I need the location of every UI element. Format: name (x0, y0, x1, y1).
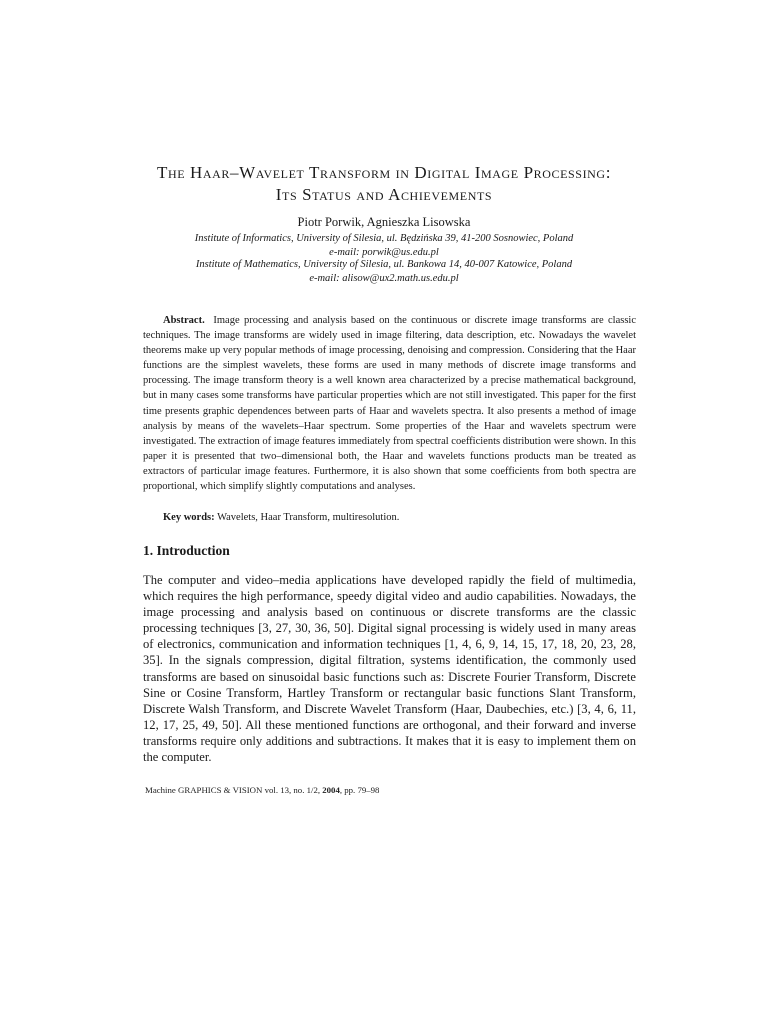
keywords-label: Key words: (163, 512, 215, 523)
affiliation-1-institute: Institute of Informatics, University of Silesia, ul. Będzińska 39, 41-200 Sosnowiec, Poland (194, 233, 574, 244)
footer-journal: Machine GRAPHICS & VISION vol. 13, no. 1/2, (145, 785, 323, 795)
abstract-label: Abstract. (163, 315, 205, 326)
journal-footer (145, 784, 379, 796)
paper-title (100, 162, 668, 206)
abstract-text: Image processing and analysis based on the continuous or discrete image transforms are classic techniques. The image transforms are widely used in image filtering, data description, etc. Nowadays the wavelet theorems make up very popular methods of image processing, denoising and compression. Considering that the Haar functions are the simplest wavelets, these forms are used in many methods of discrete image transforms and processing. The image transform theory is a well known area characterized by a precise mathematical background, but in many cases some transforms have particular properties which are not still investigated. This paper for the first time presents graphic dependences between parts of Haar and wavelets spectra. It also presents a method of image analysis by means of the wavelets–Haar spectrum. Some properties of the Haar and wavelets spectrum were investigated. The extraction of image features immediately from spectral coefficients distribution were shown. In this paper it is presented that two–dimensional both, the Haar and wavelets functions products man be treated as extractors of particular image features. Furthermore, it is also shown that some coefficients from both spectra are proportional, which simplify slightly computations and analyses. (143, 315, 636, 493)
affiliation-1-email: e-mail: porwik@us.edu.pl (329, 247, 439, 258)
abstract (143, 313, 636, 494)
footer-year: 2004 (322, 785, 340, 795)
keywords (163, 510, 399, 525)
keywords-text: Wavelets, Haar Transform, multiresolution. (217, 512, 400, 523)
title-line-1: The Haar–Wavelet Transform in Digital Image Processing: (156, 163, 612, 182)
footer-pages: , pp. 79–98 (339, 785, 380, 795)
affiliation-2-email: e-mail: alisow@ux2.math.us.edu.pl (309, 273, 459, 284)
authors: Piotr Porwik, Agnieszka Lisowska (297, 215, 471, 229)
introduction-paragraph: The computer and video–media applications have developed rapidly the field of multimedia, which requires the high performance, speedy digital video and audio capabilities. Nowadays, the image processing and analysis based on continuous or discrete transforms are the classic processing techniques [3, 27, 30, 36, 50]. Digital signal processing is widely used in many areas of electronics, communication and information techniques [1, 4, 6, 9, 14, 15, 17, 18, 20, 23, 28, 35]. In the signals compression, digital filtration, systems identification, the commonly used transforms are based on sinusoidal basic functions such as: Discrete Fourier Transform, Discrete Sine or Cosine Transform, Hartley Transform or rectangular basic functions Slant Transform, Discrete Walsh Transform, and Discrete Wavelet Transform (Haar, Daubechies, etc.) [3, 4, 6, 11, 12, 17, 25, 49, 50]. All these mentioned functions are orthogonal, and their forward and inverse transforms require only additions and subtractions. It makes that it is easy to implement them on the computer. (143, 573, 636, 765)
affiliation-2-institute: Institute of Mathematics, University of Silesia, ul. Bankowa 14, 40-007 Katowice, Poland (195, 259, 573, 270)
title-line-2: Its Status and Achievements (275, 185, 493, 204)
section-heading-introduction: 1. Introduction (143, 543, 230, 558)
